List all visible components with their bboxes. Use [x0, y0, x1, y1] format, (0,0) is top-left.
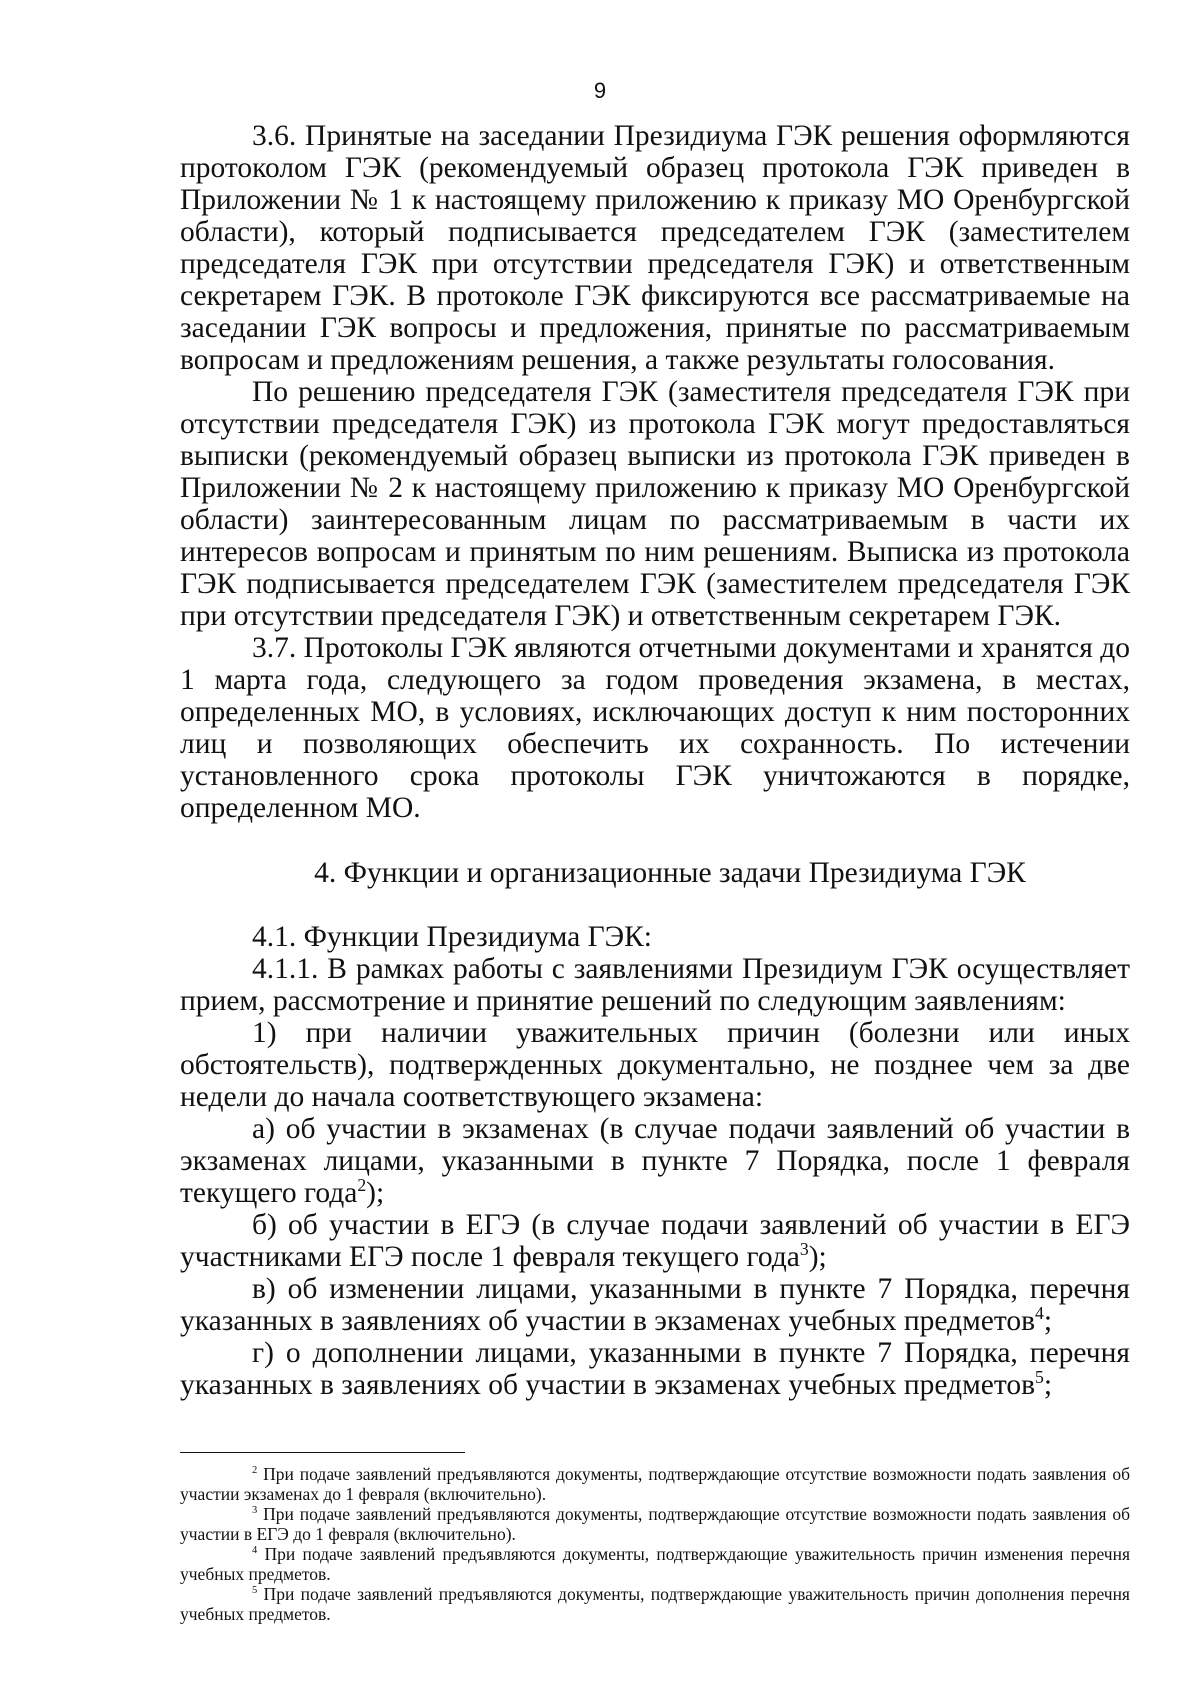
paragraph-item-1: 1) при наличии уважительных причин (болезни или иных обстоятельств), подтвержденных документально, не позднее чем за две недели до начала соответствующего экзамена:: [180, 1017, 1130, 1113]
footnote-ref-3: 3: [799, 1239, 809, 1260]
footnotes: [180, 1464, 1130, 1624]
footnote-text: При подаче заявлений предъявляются документы, подтверждающие уважительность причин дополнения перечня учебных предметов.: [180, 1584, 1130, 1624]
item-a-end: );: [366, 1177, 385, 1209]
section-heading: 4. Функции и организационные задачи Президиума ГЭК: [314, 857, 1026, 889]
footnote-ref-2: 2: [357, 1175, 367, 1196]
footnote-ref-5: 5: [1035, 1367, 1044, 1388]
page-number: 9: [593, 78, 607, 103]
footnote-mark: 5: [252, 1585, 258, 1597]
footnote-ref-4: 4: [1035, 1303, 1044, 1324]
footnote-separator: [180, 1452, 465, 1453]
paragraph-item-g: [180, 1337, 1130, 1401]
item-g-text: г) о дополнении лицами, указанными в пункте 7 Порядка, перечня указанных в заявлениях об участии в экзаменах учебных предметов: [180, 1337, 1130, 1401]
paragraph-3-6: 3.6. Принятые на заседании Президиума ГЭК решения оформляются протоколом ГЭК (рекомендуемый образец протокола ГЭК приведен в Приложении № 1 к настоящему приложению к приказу МО Оренбургской области), который подписывается председателем ГЭК (заместителем председателя ГЭК при отсутствии председателя ГЭК) и ответственным секретарем ГЭК. В протоколе ГЭК фиксируются все рассматриваемые на заседании ГЭК вопросы и предложения, принятые по рассматриваемым вопросам и предложениям решения, а также результаты голосования.: [180, 120, 1130, 376]
footnote-mark: 4: [252, 1545, 258, 1557]
item-a-text: а) об участии в экзаменах (в случае подачи заявлений об участии в экзаменах лицами, указанными в пункте 7 Порядка, после 1 февраля текущего года: [180, 1113, 1130, 1209]
footnote-text: При подаче заявлений предъявляются документы, подтверждающие уважительность причин изменения перечня учебных предметов.: [180, 1544, 1130, 1584]
footnote-3: [180, 1504, 1130, 1544]
item-b-text: б) об участии в ЕГЭ (в случае подачи заявлений об участии в ЕГЭ участниками ЕГЭ после 1 февраля текущего года: [180, 1209, 1130, 1273]
document-body: [180, 120, 1130, 1401]
paragraph-3-7: 3.7. Протоколы ГЭК являются отчетными документами и хранятся до 1 марта года, следующего за годом проведения экзамена, в местах, определенных МО, в условиях, исключающих доступ к ним посторонних лиц и позволяющих обеспечить их сохранность. По истечении установленного срока протоколы ГЭК уничтожаются в порядке, определенном МО.: [180, 632, 1130, 824]
footnote-4: [180, 1544, 1130, 1584]
item-v-text: в) об изменении лицами, указанными в пункте 7 Порядка, перечня указанных в заявлениях об участии в экзаменах учебных предметов: [180, 1273, 1130, 1337]
paragraph-extract: По решению председателя ГЭК (заместителя председателя ГЭК при отсутствии председателя ГЭК) из протокола ГЭК могут предоставляться выписки (рекомендуемый образец выписки из протокола ГЭК приведен в Приложении № 2 к настоящему приложению к приказу МО Оренбургской области) заинтересованным лицам по рассматриваемым в части их интересов вопросам и принятым по ним решениям. Выписка из протокола ГЭК подписывается председателем ГЭК (заместителем председателя ГЭК при отсутствии председателя ГЭК) и ответственным секретарем ГЭК.: [180, 376, 1130, 632]
footnote-text: При подаче заявлений предъявляются документы, подтверждающие отсутствие возможности подать заявления об участии в ЕГЭ до 1 февраля (включительно).: [180, 1504, 1130, 1544]
paragraph-4-1: 4.1. Функции Президиума ГЭК:: [252, 921, 652, 953]
footnote-5: [180, 1584, 1130, 1624]
paragraph-4-1-1: 4.1.1. В рамках работы с заявлениями Президиум ГЭК осуществляет прием, рассмотрение и принятие решений по следующим заявлениям:: [180, 953, 1130, 1017]
footnote-text: При подаче заявлений предъявляются документы, подтверждающие отсутствие возможности подать заявления об участии экзаменах до 1 февраля (включительно).: [180, 1464, 1130, 1504]
item-g-end: ;: [1043, 1369, 1053, 1401]
footnote-mark: 2: [252, 1465, 258, 1477]
footnote-mark: 3: [252, 1505, 258, 1517]
footnote-2: [180, 1464, 1130, 1504]
item-b-end: );: [808, 1241, 827, 1273]
paragraph-item-b: [180, 1209, 1130, 1273]
item-v-end: ;: [1043, 1305, 1053, 1337]
paragraph-item-v: [180, 1273, 1130, 1337]
paragraph-item-a: [180, 1113, 1130, 1209]
